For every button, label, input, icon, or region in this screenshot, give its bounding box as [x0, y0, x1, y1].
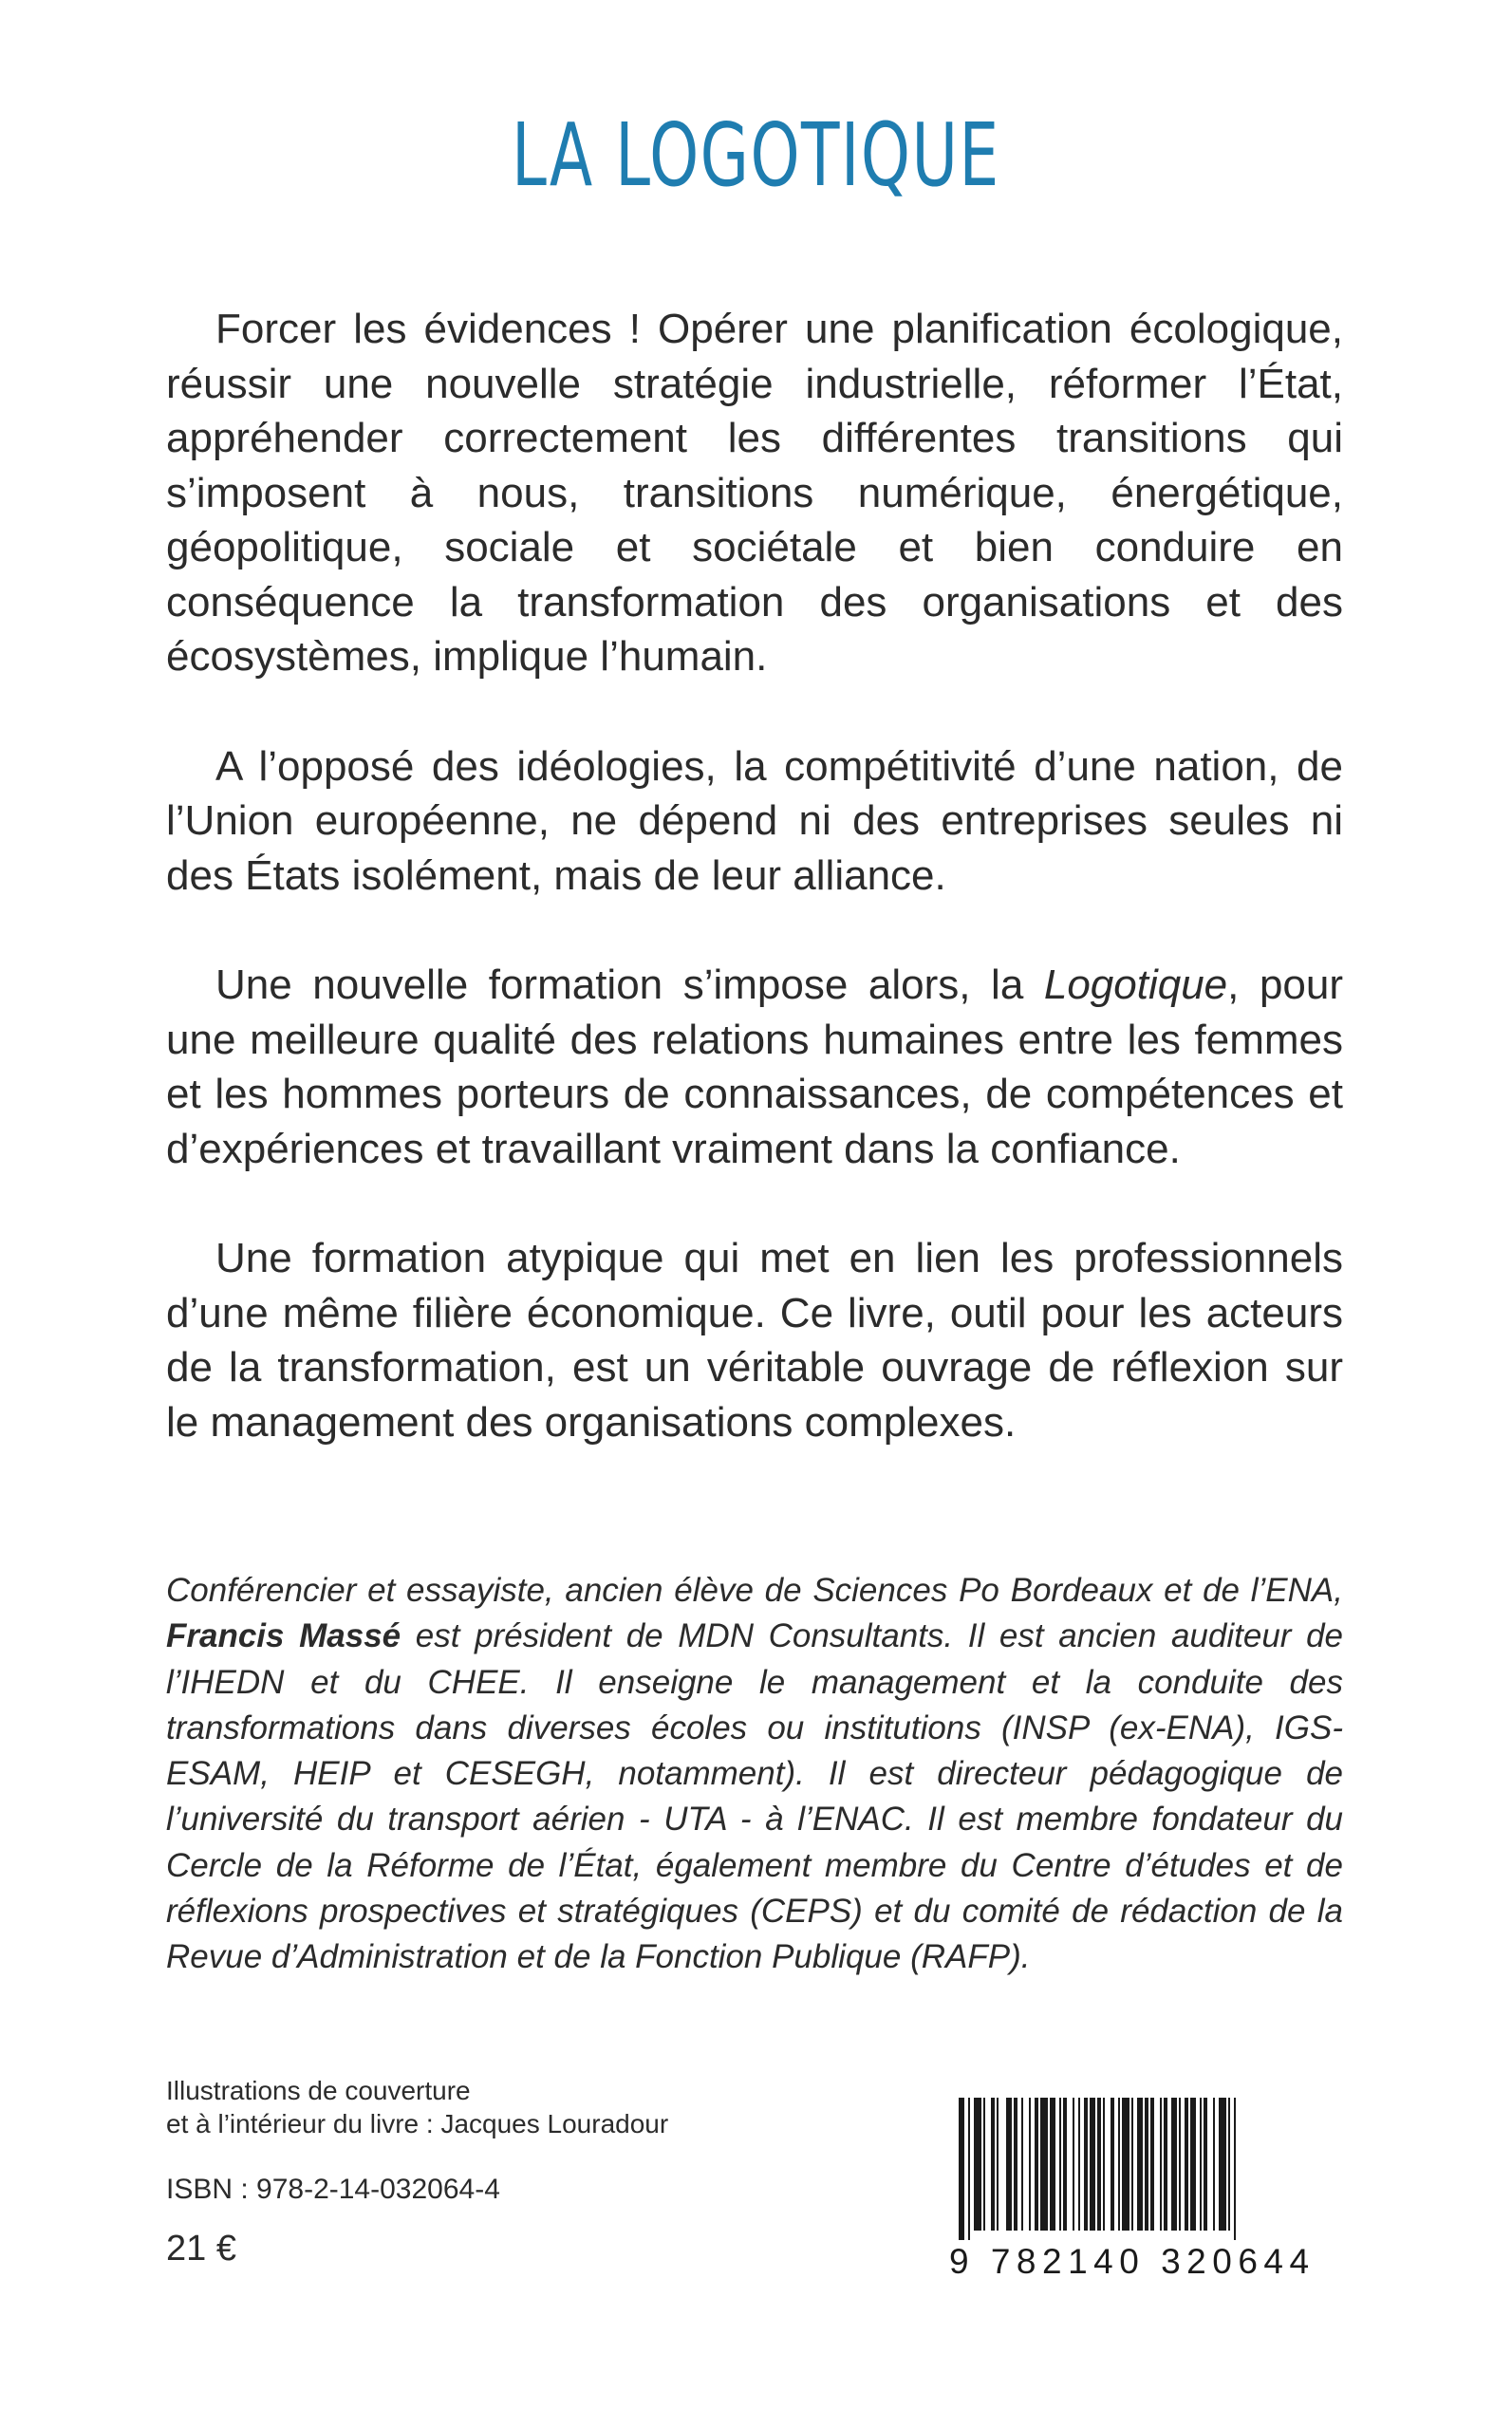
blurb-paragraph-3-start: Une nouvelle formation s’impose alors, la — [215, 962, 1044, 1008]
credits-line-1: Illustrations de couverture — [166, 2076, 471, 2105]
author-bio-end: est président de MDN Consultants. Il est ancien auditeur de l’IHEDN et du CHEE. Il enseigne le management et la conduite des transformations dans diverses écoles ou institutions (INSP (ex-ENA), IGS-ESAM, HEIP et CESEGH, notamment). Il est directeur pédagogique de l’université du transport aérien - UTA - à l’ENAC. Il est membre fondateur du Cercle de la Réforme de l’État, également membre du Centre d’études et de réflexions prospectives et stratégiques (CEPS) et du comité de rédaction de la Revue d’Administration et de la Fonction Publique (RAFP). — [166, 1617, 1344, 1976]
barcode-bar — [1111, 2098, 1114, 2231]
barcode-bar — [1200, 2098, 1202, 2231]
barcode-bar — [1021, 2098, 1023, 2231]
book-title: LA LOGOTIQUE — [512, 104, 1000, 206]
barcode-bar — [1179, 2098, 1181, 2231]
barcode-bar — [1185, 2098, 1188, 2231]
barcode-bar — [1160, 2098, 1162, 2231]
barcode-bar — [1164, 2098, 1167, 2231]
barcode-bar — [997, 2098, 999, 2231]
blurb-paragraph-3-end: , pour une meilleure qualité des relations humaines entre les femmes et les hommes porteurs de connaissances, de compétences et d’expériences et travaillant vraiment dans la confiance. — [166, 962, 1344, 1172]
barcode-bar — [1204, 2098, 1207, 2231]
barcode-bar — [1131, 2098, 1133, 2231]
barcode-bar — [968, 2098, 970, 2240]
barcode-bar — [1084, 2098, 1088, 2231]
barcode-bar — [1035, 2098, 1038, 2231]
blurb-paragraph-1: Forcer les évidences ! Opérer une planification écologique, réussir une nouvelle stratégie industrielle, réformer l’État, appréhender correctement les différentes transitions qui s’imposent à nous, transitions numérique, énergétique, géopolitique, sociale et sociétale et bien conduire en conséquence la transformation des organisations et des écosystèmes, implique l’humain. — [166, 306, 1343, 680]
barcode-bar — [1040, 2098, 1048, 2231]
barcode-bar — [991, 2098, 995, 2231]
price: 21 € — [166, 2229, 236, 2269]
barcode-bar — [1150, 2098, 1154, 2231]
barcode-bar — [1073, 2098, 1074, 2231]
barcode-bar — [1059, 2098, 1061, 2231]
illustration-credits — [166, 2074, 668, 2140]
barcode-bar — [1050, 2098, 1055, 2231]
barcode-bar — [1137, 2098, 1143, 2231]
barcode-bar — [1097, 2098, 1101, 2231]
barcode-bar — [1078, 2098, 1080, 2231]
barcode-bars — [959, 2098, 1348, 2240]
logotique-term: Logotique — [1043, 962, 1228, 1008]
barcode-bar — [1118, 2098, 1120, 2231]
barcode-bar — [1219, 2098, 1226, 2231]
blurb-paragraph-2: A l’opposé des idéologies, la compétitivité d’une nation, de l’Union européenne, ne dépend ni des entreprises seules ni des États isolément, mais de leur alliance. — [166, 742, 1343, 899]
barcode-digits: 9 782140 320644 — [949, 2242, 1316, 2281]
barcode-bar — [1122, 2098, 1129, 2231]
credits-line-2: et à l’intérieur du livre : Jacques Louradour — [166, 2109, 669, 2138]
blurb-paragraph-3 — [166, 958, 1343, 1176]
blurb-paragraph-4: Une formation atypique qui met en lien les professionnels d’une même filière économique. Ce livre, outil pour les acteurs de la transformation, est un véritable ouvrage de réflexion sur le management des organisations complexes. — [166, 1235, 1343, 1446]
barcode-bar — [959, 2098, 964, 2240]
barcode-bar — [1006, 2098, 1012, 2231]
author-name: Francis Massé — [166, 1617, 401, 1655]
barcode-bar — [1063, 2098, 1067, 2231]
blurb — [166, 302, 1343, 1504]
barcode-bar — [1103, 2098, 1105, 2231]
barcode-bar — [1090, 2098, 1095, 2231]
barcode-bar — [1029, 2098, 1031, 2231]
barcode-bar — [1145, 2098, 1148, 2231]
isbn: ISBN : 978-2-14-032064-4 — [166, 2174, 500, 2205]
barcode-bar — [974, 2098, 981, 2231]
author-bio — [166, 1568, 1343, 1981]
barcode-bar — [1171, 2098, 1177, 2231]
barcode-bar — [1014, 2098, 1017, 2231]
barcode-bar — [983, 2098, 985, 2231]
barcode-bar — [1228, 2098, 1230, 2231]
barcode-bar — [1190, 2098, 1196, 2231]
barcode-bar — [1213, 2098, 1215, 2231]
barcode-bar — [1234, 2098, 1236, 2240]
author-bio-start: Conférencier et essayiste, ancien élève de Sciences Po Bordeaux et de l’ENA, — [166, 1572, 1343, 1609]
